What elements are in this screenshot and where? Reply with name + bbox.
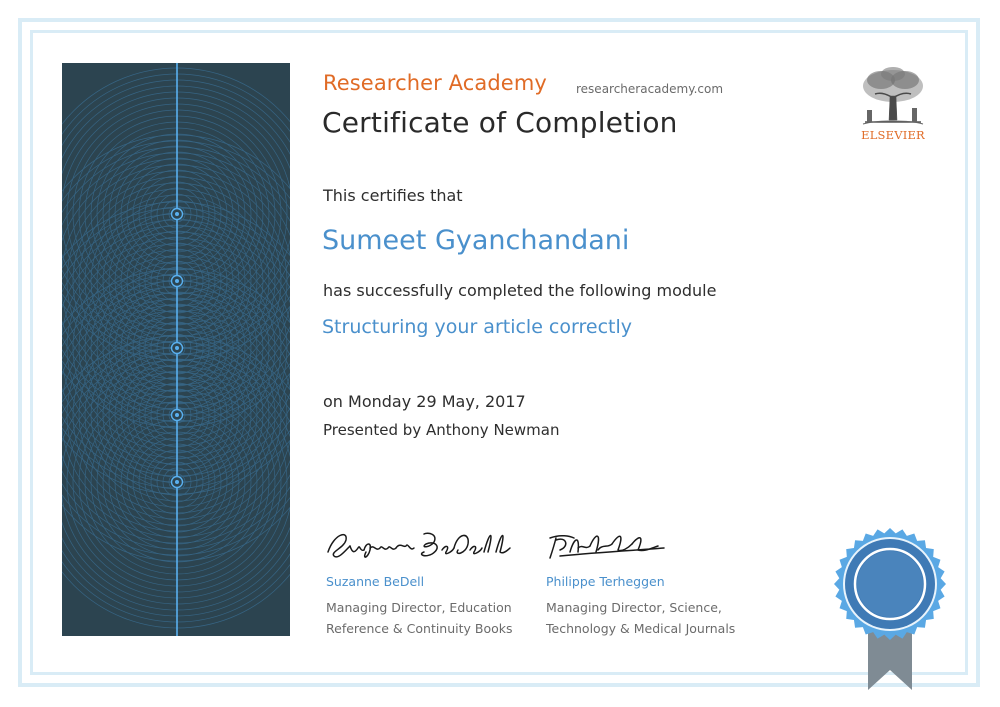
tree-logo-icon	[857, 66, 929, 128]
recipient-name: Sumeet Gyanchandani	[322, 225, 630, 256]
completion-date: on Monday 29 May, 2017	[323, 392, 526, 411]
elsevier-wordmark: ELSEVIER	[861, 128, 925, 142]
panel-node-dot	[175, 346, 179, 350]
panel-node-dot	[175, 212, 179, 216]
panel-node-dot	[175, 413, 179, 417]
signer-role	[546, 597, 766, 639]
signer-role	[326, 597, 546, 639]
handwritten-signature-2	[540, 522, 740, 562]
academy-name: Researcher Academy	[323, 71, 547, 95]
concentric-circles-pattern	[62, 63, 290, 636]
signature-block-1	[320, 522, 546, 639]
signer-role-line: Managing Director, Education	[326, 600, 512, 615]
signer-role-line: Managing Director, Science,	[546, 600, 722, 615]
signature-block-2	[540, 522, 766, 639]
signer-role-line: Technology & Medical Journals	[546, 621, 736, 636]
certifies-text: This certifies that	[323, 186, 463, 205]
award-ribbon-icon	[830, 525, 955, 695]
certificate-title: Certificate of Completion	[322, 106, 678, 139]
module-name: Structuring your article correctly	[322, 316, 632, 338]
signer-name: Philippe Terheggen	[546, 574, 665, 589]
decorative-side-panel	[62, 63, 290, 636]
elsevier-logo	[857, 66, 929, 146]
award-seal	[830, 525, 955, 695]
academy-url: researcheracademy.com	[576, 82, 724, 96]
completed-text: has successfully completed the following module	[323, 281, 717, 300]
handwritten-signature-1	[320, 522, 520, 562]
presenter-text: Presented by Anthony Newman	[323, 421, 560, 439]
panel-node-dot	[175, 279, 179, 283]
panel-node-dot	[175, 480, 179, 484]
signer-name: Suzanne BeDell	[326, 574, 425, 589]
signer-role-line: Reference & Continuity Books	[326, 621, 513, 636]
